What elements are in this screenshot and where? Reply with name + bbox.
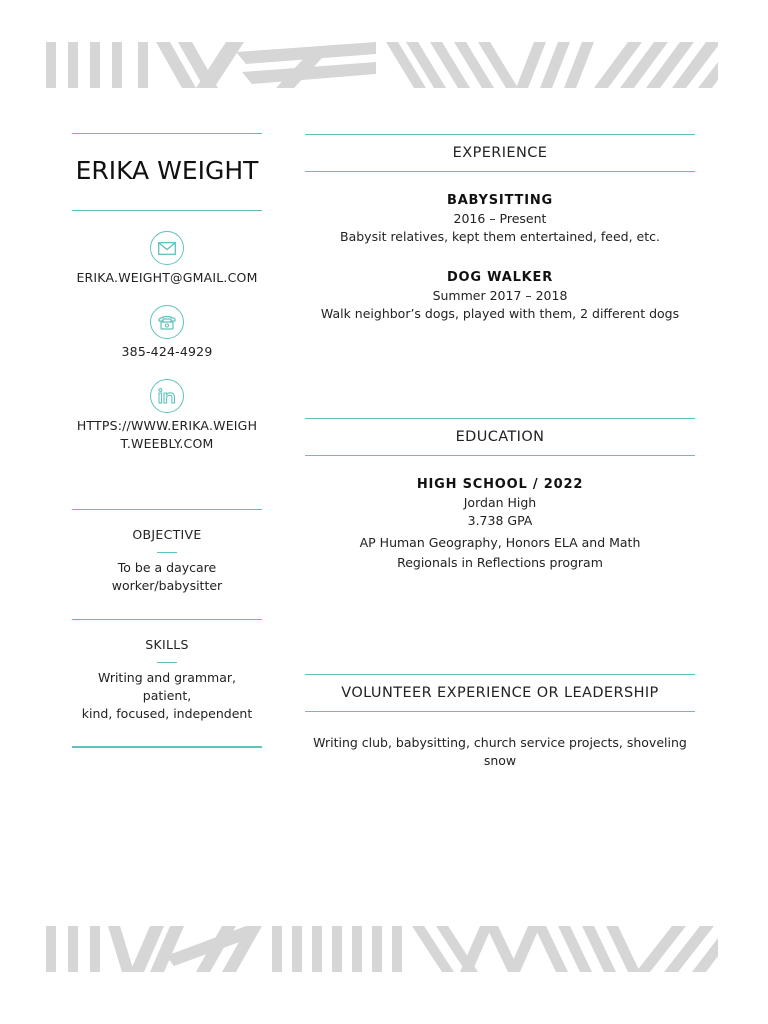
linkedin-icon xyxy=(150,379,184,413)
website-text[interactable] xyxy=(72,417,262,453)
experience-item xyxy=(305,269,695,323)
job-description: Babysit relatives, kept them entertained, feed, etc. xyxy=(340,229,660,244)
volunteer-heading: VOLUNTEER EXPERIENCE OR LEADERSHIP xyxy=(305,674,695,712)
sidebar xyxy=(72,133,262,748)
experience-item xyxy=(305,192,695,246)
experience-heading: EXPERIENCE xyxy=(305,134,695,172)
gpa: 3.738 GPA xyxy=(467,513,533,528)
job-description: Walk neighbor’s dogs, played with them, 2 different dogs xyxy=(320,306,680,321)
volunteer-item xyxy=(305,734,695,770)
divider xyxy=(72,746,262,748)
decorative-stripe-band-top xyxy=(46,42,718,88)
job-dates: Summer 2017 – 2018 xyxy=(432,288,568,303)
phone-icon xyxy=(150,305,184,339)
job-title: DOG WALKER xyxy=(446,270,554,285)
decorative-stripe-band-bottom xyxy=(46,926,718,972)
skills-text xyxy=(72,669,262,723)
volunteer-text: Writing club, babysitting, church service projects, shoveling snow xyxy=(313,735,687,768)
website-line: HTTPS://WWW.ERIKA.WEIGH xyxy=(76,418,258,433)
envelope-icon xyxy=(150,231,184,265)
awards: Regionals in Reflections program xyxy=(397,555,603,570)
website-line: T.WEEBLY.COM xyxy=(120,436,214,451)
objective-text xyxy=(72,559,262,595)
skills-line: kind, focused, independent xyxy=(81,706,253,721)
candidate-name: ERIKA WEIGHT xyxy=(75,156,259,185)
skills-heading: SKILLS xyxy=(145,637,189,652)
objective-line: worker/babysitter xyxy=(111,578,223,593)
courses: AP Human Geography, Honors ELA and Math xyxy=(359,535,641,550)
email-text[interactable]: ERIKA.WEIGHT@GMAIL.COM xyxy=(76,270,258,285)
objective-heading: OBJECTIVE xyxy=(132,527,202,542)
education-heading: EDUCATION xyxy=(305,418,695,456)
skills-line: Writing and grammar, patient, xyxy=(98,670,236,703)
phone-text[interactable]: 385-424-4929 xyxy=(121,344,213,359)
job-title: BABYSITTING xyxy=(446,193,553,208)
education-title: HIGH SCHOOL / 2022 xyxy=(416,477,584,492)
education-item xyxy=(305,476,695,572)
school-name: Jordan High xyxy=(463,495,537,510)
objective-line: To be a daycare xyxy=(117,560,217,575)
job-dates: 2016 – Present xyxy=(453,211,547,226)
